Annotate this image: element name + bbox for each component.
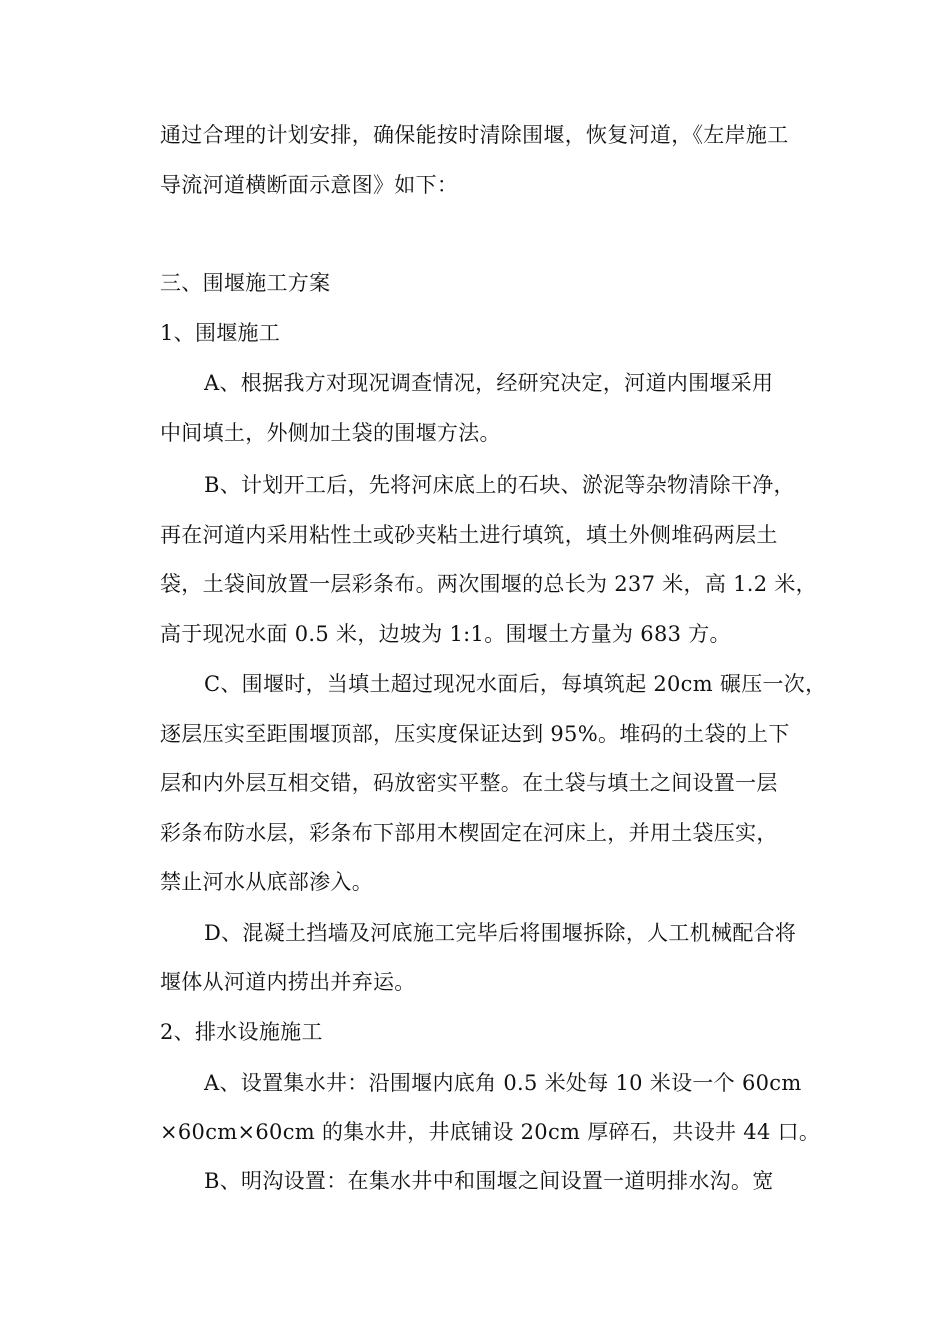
paragraph-line: 高于现况水面 0.5 米，边坡为 1:1。围堰土方量为 683 方。 [160,622,731,646]
paragraph-line: 导流河道横断面示意图》如下： [160,173,459,197]
paragraph-line: ×60cm×60cm 的集水井，井底铺设 20cm 厚碎石，共设井 44 口。 [160,1120,821,1144]
paragraph-line: 彩条布防水层，彩条布下部用木楔固定在河床上，并用土袋压实， [160,821,778,845]
paragraph-line: A、设置集水井：沿围堰内底角 0.5 米处每 10 米设一个 60cm [204,1071,802,1095]
subsection-heading: 1、围堰施工 [160,321,281,345]
paragraph-line: A、根据我方对现况调查情况，经研究决定，河道内围堰采用 [204,371,774,395]
paragraph-line: 层和内外层互相交错，码放密实平整。在土袋与填土之间设置一层 [160,771,778,795]
paragraph-line: 禁止河水从底部渗入。 [160,870,373,894]
paragraph-line: B、计划开工后，先将河床底上的石块、淤泥等杂物清除干净， [204,473,795,497]
paragraph-line: 通过合理的计划安排，确保能按时清除围堰，恢复河道，《左岸施工 [160,123,789,147]
paragraph-line: 堰体从河道内捞出并弃运。 [160,970,416,994]
paragraph-line: 再在河道内采用粘性土或砂夹粘土进行填筑，填土外侧堆码两层土 [160,523,778,547]
paragraph-line: C、围堰时，当填土超过现况水面后，每填筑起 20cm 碾压一次， [204,672,827,696]
paragraph-line: B、明沟设置：在集水井中和围堰之间设置一道明排水沟。宽 [204,1169,774,1193]
paragraph-line: D、混凝土挡墙及河底施工完毕后将围堰拆除，人工机械配合将 [204,921,797,945]
paragraph-line: 逐层压实至距围堰顶部，压实度保证达到 95%。堆码的土袋的上下 [160,722,790,746]
section-heading: 三、围堰施工方案 [160,271,331,295]
paragraph-line: 中间填土，外侧加土袋的围堰方法。 [160,421,501,445]
paragraph-line: 袋，土袋间放置一层彩条布。两次围堰的总长为 237 米，高 1.2 米， [160,572,817,596]
subsection-heading: 2、排水设施施工 [160,1020,323,1044]
